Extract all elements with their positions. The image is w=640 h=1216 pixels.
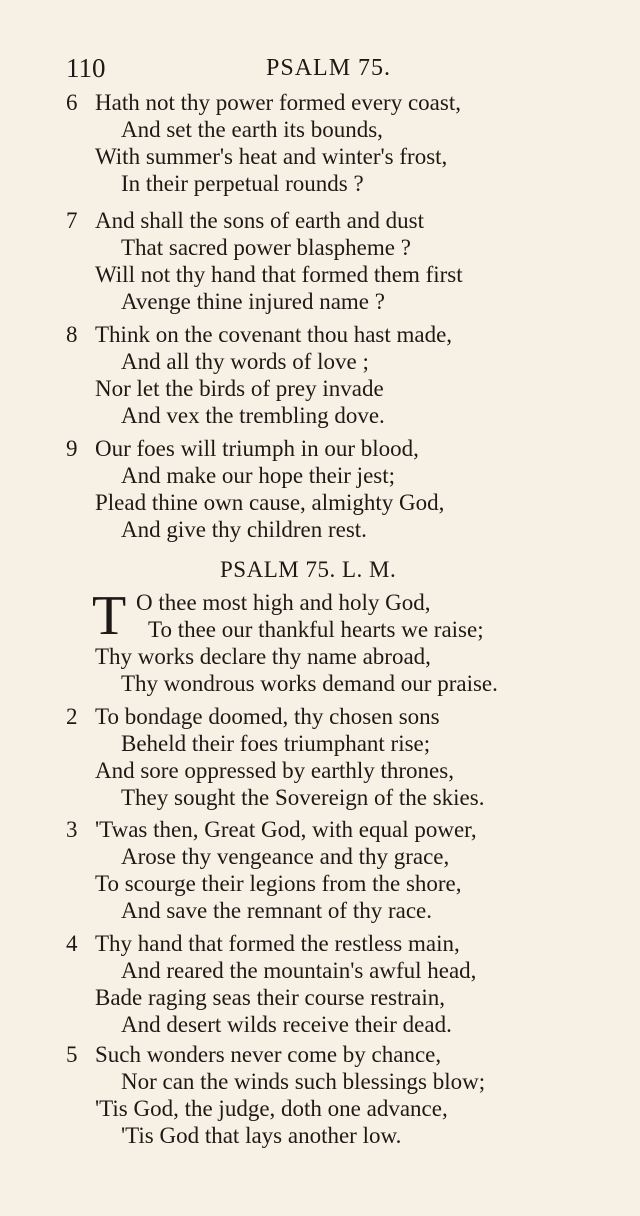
verse-line: Thy wondrous works demand our praise. <box>121 671 498 696</box>
verse-line: And save the remnant of thy race. <box>121 898 433 923</box>
verse-number: 3 <box>66 817 78 842</box>
verse-number: 7 <box>66 208 78 233</box>
stanza-8 <box>66 321 626 429</box>
stanza-4 <box>66 930 626 1038</box>
verse-line: In their perpetual rounds ? <box>121 171 364 196</box>
verse-line: Hath not thy power formed every coast, <box>95 90 461 115</box>
stanza-1 <box>66 585 626 697</box>
verse-line: Nor can the winds such blessings blow; <box>121 1069 486 1094</box>
verse-number: 4 <box>66 931 78 956</box>
verse-line: And set the earth its bounds, <box>121 117 383 142</box>
verse-line: And make our hope their jest; <box>121 463 396 488</box>
verse-line: Avenge thine injured name ? <box>121 289 385 314</box>
verse-line: Our foes will triumph in our blood, <box>95 436 419 461</box>
stanza-5 <box>66 1041 626 1149</box>
page-header <box>66 50 626 86</box>
verse-line: Bade raging seas their course restrain, <box>95 985 445 1010</box>
verse-line: And all thy words of love ; <box>121 349 369 374</box>
verse-line: Think on the covenant thou hast made, <box>95 322 453 347</box>
stanza-9 <box>66 435 626 543</box>
stanza-3 <box>66 816 626 924</box>
verse-line: Thy hand that formed the restless main, <box>95 931 460 956</box>
verse-line: Arose thy vengeance and thy grace, <box>121 844 450 869</box>
verse-number: 2 <box>66 704 78 729</box>
verse-line: 'Tis God, the judge, doth one advance, <box>95 1096 448 1121</box>
stanza-7 <box>66 207 626 315</box>
verse-line: And give thy children rest. <box>121 517 367 542</box>
verse-line: Plead thine own cause, almighty God, <box>95 490 445 515</box>
stanza-2 <box>66 703 626 811</box>
verse-number: 6 <box>66 90 78 115</box>
verse-line: And reared the mountain's awful head, <box>121 958 477 983</box>
verse-line: 'Twas then, Great God, with equal power, <box>95 817 477 842</box>
verse-line: To scourge their legions from the shore, <box>95 871 462 896</box>
verse-number: 9 <box>66 436 78 461</box>
verse-line: That sacred power blaspheme ? <box>121 235 411 260</box>
verse-line: And vex the trembling dove. <box>121 403 385 428</box>
verse-line: Such wonders never come by chance, <box>95 1042 442 1067</box>
verse-line: And desert wilds receive their dead. <box>121 1012 452 1037</box>
verse-line: O thee most high and holy God, <box>136 590 431 615</box>
verse-line: With summer's heat and winter's frost, <box>95 144 448 169</box>
stanza-6 <box>66 89 626 197</box>
page-number: 110 <box>66 53 106 83</box>
verse-line: Beheld their foes triumphant rise; <box>121 731 431 756</box>
verse-line: To bondage doomed, thy chosen sons <box>95 704 440 729</box>
verse-line: 'Tis God that lays another low. <box>121 1123 402 1148</box>
verse-line: And shall the sons of earth and dust <box>95 208 424 233</box>
drop-cap: T <box>92 585 127 647</box>
psalm-heading: PSALM 75. L. M. <box>220 557 397 582</box>
running-title: PSALM 75. <box>266 55 392 81</box>
verse-line: Will not thy hand that formed them first <box>95 262 463 287</box>
verse-line: And sore oppressed by earthly thrones, <box>95 758 454 783</box>
verse-line: Thy works declare thy name abroad, <box>95 644 431 669</box>
verse-line: Nor let the birds of prey invade <box>95 376 384 401</box>
verse-number: 8 <box>66 322 78 347</box>
verse-line: To thee our thankful hearts we raise; <box>148 617 484 642</box>
verse-line: They sought the Sovereign of the skies. <box>121 785 485 810</box>
verse-number: 5 <box>66 1042 78 1067</box>
